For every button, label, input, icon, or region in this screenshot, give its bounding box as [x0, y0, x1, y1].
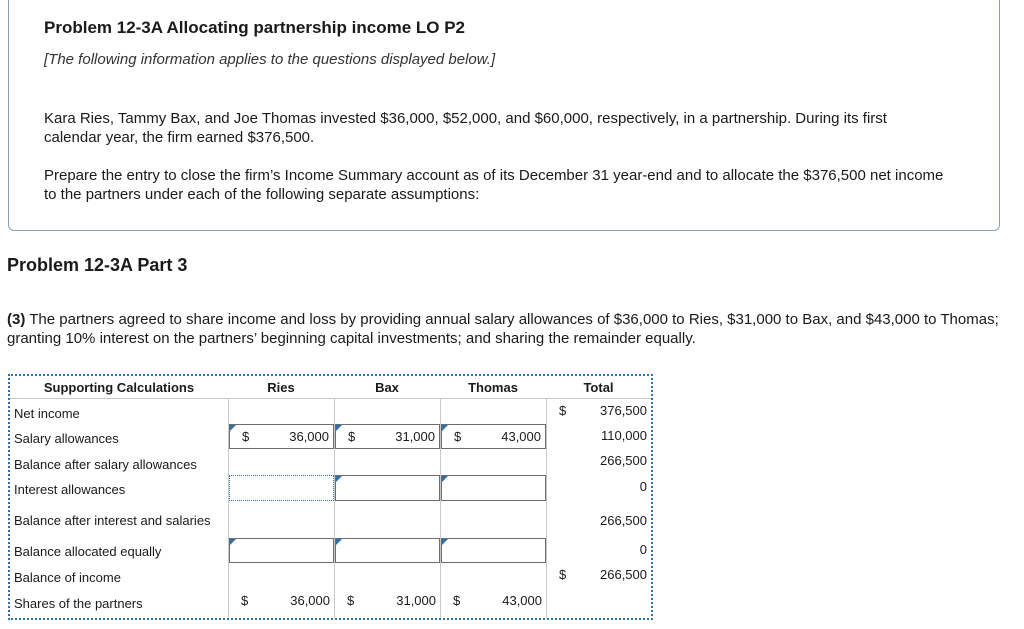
- header-thomas: Thomas: [468, 380, 518, 395]
- row-label-balance-after-interest: Balance after interest and salaries: [14, 513, 211, 528]
- problem-title: Problem 12-3A Allocating partnership income LO P2: [44, 18, 465, 37]
- row-label-shares: Shares of the partners: [14, 596, 143, 611]
- after-salary-total: 266,500: [600, 453, 647, 468]
- row-label-salary-allowances: Salary allowances: [14, 431, 119, 446]
- shares-thomas: $ 43,000: [453, 593, 542, 608]
- salary-bax-input[interactable]: $ 31,000: [335, 424, 440, 449]
- balance-total: $ 266,500: [559, 567, 647, 582]
- row-label-balance-allocated: Balance allocated equally: [14, 544, 162, 559]
- problem-subtitle: [The following information applies to the questions displayed below.]: [44, 51, 496, 68]
- allocated-bax-input[interactable]: [335, 538, 440, 563]
- part-title: Problem 12-3A Part 3: [7, 255, 188, 275]
- after-interest-total: 266,500: [600, 513, 647, 528]
- header-bax: Bax: [375, 380, 399, 395]
- interest-ries-input[interactable]: [229, 475, 334, 501]
- row-label-interest-allowances: Interest allowances: [14, 482, 126, 497]
- allocated-thomas-input[interactable]: [441, 538, 546, 563]
- instruction-text: The partners agreed to share income and loss by providing annual salary allowances of $36,000 to Ries, $31,000 to Bax, and $43,000 to Thomas; granting 10% interest on the partners’ beginning capital investments; and sharing the remainder equally.: [7, 311, 999, 347]
- header-supporting-calculations: Supporting Calculations: [43, 380, 195, 395]
- net-income-total: $ 376,500: [559, 403, 647, 418]
- supporting-calculations-table: [8, 374, 653, 620]
- row-label-balance-of-income: Balance of income: [14, 570, 121, 585]
- part-instruction: [7, 310, 1007, 348]
- instruction-number: (3): [7, 311, 26, 328]
- interest-bax-input[interactable]: [335, 475, 440, 501]
- interest-total: 0: [639, 479, 647, 494]
- salary-total: 110,000: [600, 428, 647, 443]
- row-label-net-income: Net income: [14, 406, 80, 421]
- shares-bax: $ 31,000: [347, 593, 436, 608]
- header-ries: Ries: [267, 380, 295, 395]
- problem-paragraph-2: Prepare the entry to close the firm’s Income Summary account as of its December 31 year-end and to allocate the $376,500 net income to the partners under each of the following separate assumptions:: [44, 167, 944, 203]
- salary-thomas-input[interactable]: $ 43,000: [441, 424, 546, 449]
- salary-ries-input[interactable]: $ 36,000: [229, 424, 334, 449]
- header-total: Total: [583, 380, 614, 395]
- allocated-ries-input[interactable]: [229, 538, 334, 563]
- interest-thomas-input[interactable]: [441, 475, 546, 501]
- row-label-balance-after-salary: Balance after salary allowances: [14, 457, 197, 472]
- problem-paragraph-1: Kara Ries, Tammy Bax, and Joe Thomas invested $36,000, $52,000, and $60,000, respectively, in a partnership. During its first calendar year, the firm earned $376,500.: [44, 110, 887, 146]
- allocated-total: 0: [639, 542, 647, 557]
- shares-ries: $ 36,000: [241, 593, 330, 608]
